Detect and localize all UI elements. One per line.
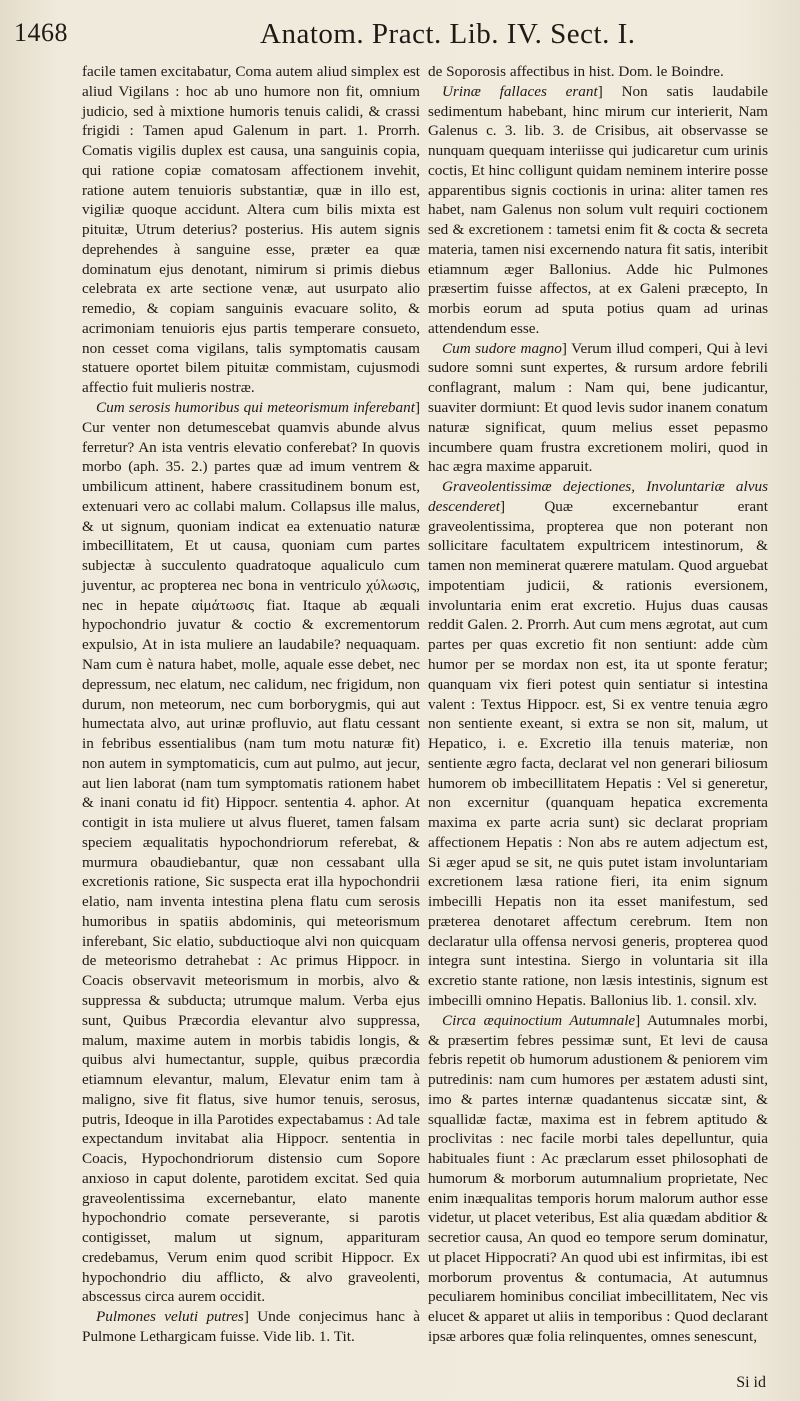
paragraph — [428, 1011, 768, 1347]
paragraph-text: facile tamen excitabatur, Coma autem aliud simplex est aliud Vigilans : hoc ab uno humore non fit, omnium judicio, sed à mixtione humoris tenuis calidi, & crassi frigidi : Tamen apud Galenum in part. 1. Prorrh. Comatis vigilis duplex est causa, una sanguinis copia, qui ratione copiæ comatosam affectionem invehit, ratione autem tenuioris substantiæ, quæ in illo est, vigiliæ quoque accidunt. Altera cum bilis mixta est pituitæ, Utrum deterius? posterius. His autem signis deprehendes à sanguine esse, præter ea quæ dominatum ejus denotant, nimirum si primis diebus celebrata ex arte sectione venæ, aut usurpato alio remedio, & copiam sanguinis evacuare solito, & acrimoniam tenuioris ejus partis temperare consueto, non cesset coma vigilans, talis symptomatis causam statuere oportet bilem pituitæ commistam, cujusmodi affectio fuit mulieris nostræ. — [82, 63, 420, 397]
lemma: Pulmones veluti putres — [96, 1308, 244, 1326]
paragraph — [82, 62, 420, 398]
lemma: Cum serosis humoribus qui meteorismum inferebant — [96, 399, 415, 417]
paragraph-text: ] Autumnales morbi, & præsertim febres pessimæ sunt, Et levi de causa febris repetit ob humorum adustionem & peniorem vim putredinis: nam cum humores per æstatem adusti sint, imo & partes internæ quadantenus siccatæ sint, & squallidæ factæ, maxima est in febrem aptitudo & proclivitas : nec facile morbi tales depelluntur, quia habituales fiunt : Ac præclarum esset philosophati de humorum & morborum autumnalium proprietate, Nec enim inæqualitas temporis horum malorum author esse videtur, ut placet veteribus, Est alia quædam abditior & secretior causa, An quod eo tempore serum dominatur, ut placet Hippocrati? An quod ubi est infirmitas, ibi est morborum proventus & contumacia, At autumnus peculiarem hominibus conciliat imbecillitatem, Nec vis elucet & apparet ut aliis in temporibus : Quod declarant ipsæ arbores quæ folia relinquentes, omnes senescunt, — [428, 1011, 768, 1345]
paragraph — [428, 477, 768, 1011]
left-column — [82, 62, 420, 1347]
paragraph — [82, 398, 420, 1307]
paragraph — [428, 339, 768, 477]
page-number: 1468 — [14, 18, 68, 47]
right-column — [428, 62, 768, 1347]
paragraph-text: ] Unde conjecimus hanc à Pulmone Lethargicam fuisse. Vide lib. 1. Tit. — [82, 1308, 420, 1345]
lemma: Graveolentissimæ dejectiones, Involuntariæ alvus descenderet — [428, 478, 768, 515]
paragraph — [428, 62, 768, 82]
running-head: Anatom. Pract. Lib. IV. Sect. I. — [260, 18, 636, 50]
page-header — [14, 18, 786, 58]
paragraph-text: ] Cur venter non detumescebat quamvis abunde alvus ferretur? An ista ventris elevatio conferebat? In quovis morbo (aph. 35. 2.) partes quæ ad imum ventrem & umbilicum attinent, habere crassitudinem bonum est, extenuari vero ac collabi malum. Collapsus ille malus, & ut signum, quoniam indicat ea extenuatio naturæ imbecillitatem, Et ut causa, quoniam cum partes subjectæ à succulento quadratoque aqualiculo cum juventur, ac propterea nec bona in ventriculo χύλωσις, nec in hepate αἱμάτωσις fiat. Itaque ab æquali hypochondrio juvatur & coctio & excrementorum expulsio, At in ista muliere an laudabile? nequaquam. Nam cum è natura habet, molle, aquale esse debet, nec depressum, nec elatum, nec calidum, nec frigidum, non durum, non meteorum, nec cum borborygmis, qui aut humectata alvo, aut urinæ profluvio, aut flatu cessant in febribus essentialibus (nam tum motu naturæ fit) non autem in symptomaticis, cum aut pulmo, aut jecur, aut lien laborat (nam tum symptomatis rationem habet & inani conatu id fit) Hippocr. sententia 4. aphor. At contigit in ista muliere ut alvus flueret, tamen falsam speciem æqualitatis hypochondriorum referebat, & murmura obaudiebantur, quæ non cessabant ulla excretionis ratione, Sic suspecta erat illa hypochondrii elatio, nam inventa intestina plena flatu cum serosis humoribus in spatiis abdominis, qui meteorismum inferebant, Sic elatio, subductioque alvi non quicquam de meteorismo detrahebat : Ac primus Hippocr. in Coacis observavit meteorismum in morbis, alvo & suppressa & subducta; utrumque malum. Verba ejus sunt, Quibus Præcordia elevantur alvo suppressa, malum, maxime autem in morbis tabidis longis, & quibus alvi humectantur, supple, quibus præcordia etiamnum elevantur, malum, Elevatur enim tam à maligno, sive fit flatus, sive humor tenuis, serosus, putris, Ideoque in illa Parotides expectabamus : Ad tale expectandum invitabat alia Hippocr. sententia in Coacis, Hypochondriorum distensio cum Sopore anxioso in caput dolente, parotidem excitat. Sed quia graveolentissima excernebantur, elato manente hypochondrio comate perseverante, si parotis contigisset, malum ut signum, apparituram credebamus, Verum enim quod scribit Hippocr. Ex hypochondrio diu afflicto, & alvo graveolenti, abscessus circa aurem occidit. — [82, 399, 420, 1306]
paragraph-text: ] Quæ excernebantur erant graveolentissima, propterea que non poterant non sollicitare facultatem expultricem intestinorum, & tamen non meminerat quærere matulam. Quod arguebat impotentiam judicii, & rationis eversionem, involuntaria enim erat excretio. Hujus duas causas reddit Galen. 2. Prorrh. Aut cum mens ægrotat, aut cum partes per quas excretio fit non sentiunt: adde cùm humor per se mordax non est, ita ut sponte feratur; quanquam vix fieri potest quin sentiatur si intestina valent : Textus Hippocr. est, Si ex ventre tenuia ægro non sentiente exeant, si extra se non sit, malum, ut Hepatico, i. e. Excretio illa tenuis materiæ, non sentiente ægro facta, declarat vel non generari biliosum humorem ob imbecillitatem Hepatis : Vel si generetur, non excernitur (quanquam hepatica excrementa maxima ex parte acria sunt) sic declarat propriam affectionem Hepatis : Non abs re autem adjectum est, Si æger apud se sit, ne quis putet istam involuntariam excretionem læsa ratione fieri, ita enim signum imbecilli Hepatis non ita esset manifestum, sed præterea denotaret affectum cerebrum. Item non declaratur ulla offensa nervosi generis, propterea quod integra sunt intestina. Siergo in voluntaria sit illa excretio stante ratione, non læsis intestinis, signum est imbecilli omnino Hepatis. Ballonius lib. 1. consil. xlv. — [428, 497, 768, 1009]
lemma: Cum sudore magno — [442, 339, 562, 357]
catchword: Si id — [736, 1374, 766, 1391]
paragraph — [428, 82, 768, 339]
paragraph — [82, 1307, 420, 1347]
lemma: Urinæ fallaces erant — [442, 82, 598, 100]
paragraph-text: ] Non satis laudabile sedimentum habebant, hinc mirum cur interierit, Nam Galenus c. 3. lib. 3. de Crisibus, ait observasse se nunquam quequam interiisse qui judicaretur cum urinis coctis, Et hinc colligunt quidam neminem interire posse apparentibus signis coctionis in urina: aliter tamen res habet, nam Galenus non solum vult requiri coctionem sed & excretionem : tametsi enim fit & cocta & secreta materia, tamen nisi excernendo natura fit satis, interibit etiamnum æger Ballonius. Adde hic Pulmones præsertim fuisse affectos, at ex Galeni præcepto, In morbis eorum ad sputa potius quam ad urinas attendendum esse. — [428, 82, 768, 337]
paragraph-text: de Soporosis affectibus in hist. Dom. le Boindre. — [428, 63, 724, 80]
paragraph-text: ] Verum illud comperi, Qui à levi sudore somni sunt expertes, & rursum ardore febrili conflagrant, malum : Nam qui, bene judicantur, suaviter dormiunt: Et quod levis sudor inanem conatum naturæ significat, quum melius esset pepasmo incumbere quam frustra excretionem moliri, quod in hac ægra maxime apparuit. — [428, 339, 768, 476]
lemma: Circa æquinoctium Autumnale — [442, 1011, 636, 1029]
